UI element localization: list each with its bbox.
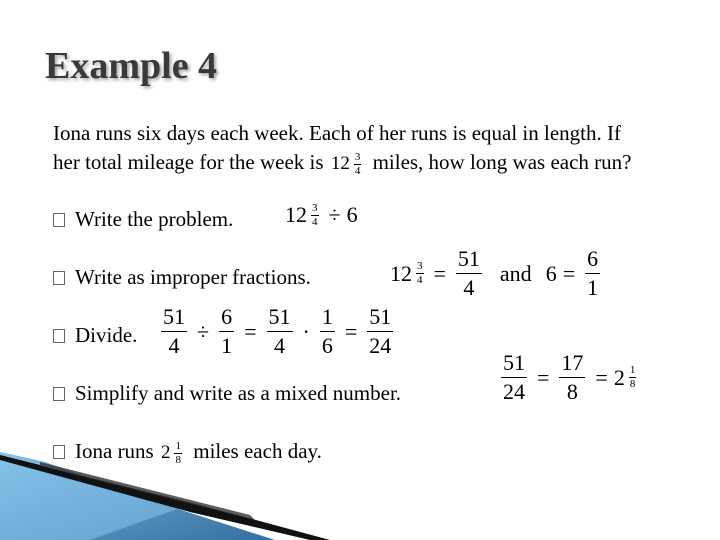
checkbox-icon <box>53 271 65 285</box>
checkbox-icon <box>53 329 65 343</box>
step-answer: Iona runs 2 $\frac{1}{8}$ miles each day. <box>53 439 322 466</box>
problem-text-part-b: miles, how long was each run? <box>372 150 632 174</box>
mixed-number-12-3-4: 12 $\frac{3}{4}$ <box>330 150 361 177</box>
step-divide: Divide. <box>53 323 137 348</box>
checkbox-icon <box>53 387 65 401</box>
math-simplify-expression: $\frac{51}{24}$ = $\frac{17}{8}$ = 2 $\frac{1}{8}$ <box>503 350 636 404</box>
problem-text-line-1: Iona runs six days each week. Each of her runs is equal in length. If <box>53 121 621 145</box>
step-improper-fractions: Write as improper fractions. <box>53 265 311 290</box>
step-simplify: Simplify and write as a mixed number. <box>53 381 401 406</box>
slide-title: Example 4 <box>45 45 218 87</box>
step-write-problem: Write the problem. <box>53 207 233 232</box>
checkbox-icon <box>53 445 65 459</box>
math-improper-expression: 12 $\frac{3}{4}$ = $\frac{51}{4}$ and 6 = $\frac{6}{1}$ <box>390 246 599 300</box>
problem-text-part-a: her total mileage for the week is <box>53 150 324 174</box>
problem-text-line-2 <box>53 150 632 177</box>
checkbox-icon <box>53 213 65 227</box>
answer-mixed-number: 2 $\frac{1}{8}$ <box>160 439 181 466</box>
math-divide-expression: $\frac{51}{4}$ ÷ $\frac{6}{1}$ = $\frac{51}{4}$ · $\frac{1}{6}$ = $\frac{51}{24}$ <box>163 304 392 358</box>
math-problem-expression: 12 $\frac{3}{4}$ ÷ 6 <box>285 201 358 228</box>
